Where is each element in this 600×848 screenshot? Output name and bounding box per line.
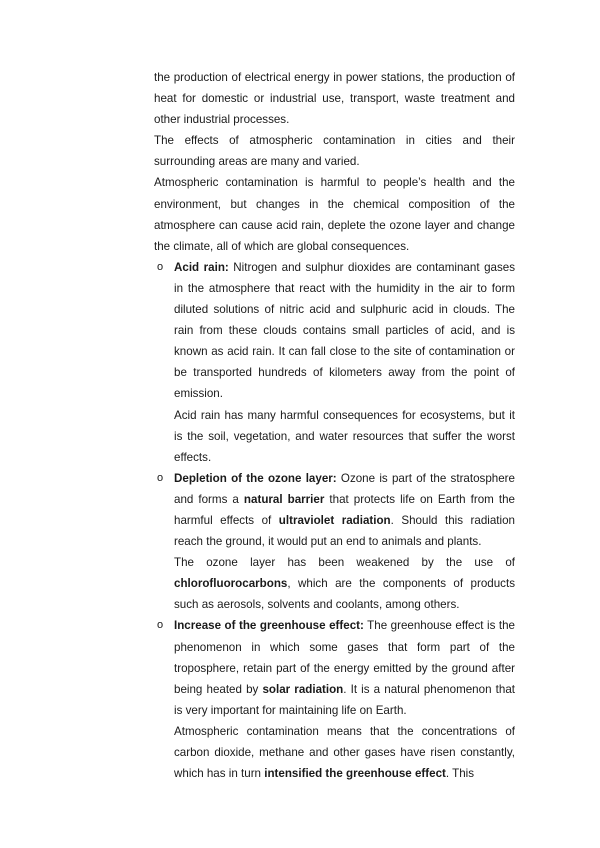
intro-paragraph-3: Atmospheric contamination is harmful to people’s health and the environment, but changes in the chemical composition of the atmosphere can cause acid rain, deplete the ozone layer and change the climate, all of which are global consequences. (154, 176, 515, 253)
ultraviolet-radiation-emphasis: ultraviolet radiation (278, 513, 391, 527)
term-ozone: Depletion of the ozone layer: (174, 471, 337, 485)
document-page (154, 67, 515, 784)
acid-rain-text: Acid rain: Nitrogen and sulphur dioxides are contaminant gases in the atmosphere that react with the humidity in the air to form diluted solutions of nitric acid and sulphuric acid in clouds. The rain from these clouds contains small particles of acid, and is known as acid rain. It can fall close to the site of contamination or be transported hundreds of kilometers away from the point of emission. (174, 260, 516, 401)
chlorofluorocarbons-emphasis: chlorofluorocarbons (174, 577, 288, 591)
bullet-icon: o (157, 260, 164, 273)
list-item-acid-rain (154, 257, 515, 468)
bullet-icon: o (157, 471, 164, 484)
greenhouse-text: Increase of the greenhouse effect: The greenhouse effect is the phenomenon in which some gases that form part of the troposphere, retain part of the energy emitted by the ground after being heated by solar radiation. It is a natural phenomenon that is very important for maintaining life on Earth. (174, 619, 515, 717)
term-greenhouse: Increase of the greenhouse effect: (174, 619, 364, 633)
solar-radiation-emphasis: solar radiation (262, 682, 344, 696)
natural-barrier-emphasis: natural barrier (243, 492, 325, 506)
list-item-greenhouse (154, 615, 515, 784)
ozone-text: Depletion of the ozone layer: Ozone is part of the stratosphere and forms a natural barrier that protects life on Earth from the harmful effects of ultraviolet radiation. Should this radiation reach the ground, it would put an end to animals and plants. (174, 471, 515, 549)
intensified-greenhouse-emphasis: intensified the greenhouse effect (264, 767, 446, 781)
greenhouse-subparagraph: Atmospheric contamination means that the concentrations of carbon dioxide, methane and other gases have risen constantly, which has in turn intensified the greenhouse effect. This (174, 724, 515, 781)
bullet-icon: o (157, 619, 164, 632)
intro-paragraph-1: the production of electrical energy in power stations, the production of heat for domestic or industrial use, transport, waste treatment and other industrial processes. (154, 71, 515, 127)
ozone-subparagraph: The ozone layer has been weakened by the use of chlorofluorocarbons, which are the components of products such as aerosols, solvents and coolants, among others. (174, 556, 515, 612)
consequences-list (154, 257, 515, 784)
acid-rain-subparagraph: Acid rain has many harmful consequences for ecosystems, but it is the soil, vegetation, and water resources that suffer the worst effects. (174, 408, 515, 464)
term-acid-rain: Acid rain: (174, 260, 229, 274)
list-item-ozone (154, 468, 515, 616)
intro-paragraph-2: The effects of atmospheric contamination in cities and their surrounding areas are many and varied. (154, 134, 515, 169)
